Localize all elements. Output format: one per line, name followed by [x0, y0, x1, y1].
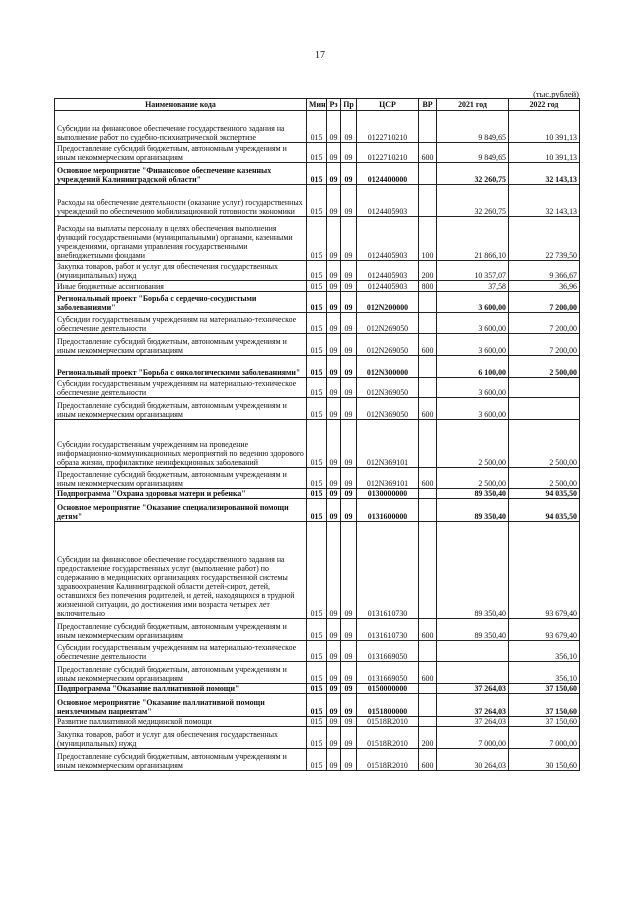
cell-2021: 3 600,00 [437, 398, 509, 420]
header-name: Наименование кода [55, 99, 307, 111]
cell-pr: 09 [341, 662, 357, 684]
cell-min: 015 [307, 111, 327, 143]
cell-name: Субсидии на финансовое обеспечение государственного задания на предоставление государственных услуг (выполнение работ) по содержанию в медицинских организациях государственной системы здравоохранения Калининградской области детей-сирот, детей, оставшихся без попечения родителей, и детей, находящихся в трудной жизненной ситуации, до достижения ими возраста четырех лет включительно [55, 522, 307, 619]
cell-name: Расходы на обеспечение деятельности (оказание услуг) государственных учреждений по обеспечению мобилизационной готовности экономики [55, 185, 307, 217]
cell-2022: 37 150,60 [509, 694, 580, 717]
cell-rz: 09 [327, 662, 341, 684]
header-year-2022: 2022 год [509, 99, 580, 111]
cell-name: Предоставление субсидий бюджетным, автономным учреждениям и иным некоммерческим организациям [55, 749, 307, 771]
cell-2022: 94 035,50 [509, 499, 580, 522]
cell-2022: 2 500,00 [509, 356, 580, 378]
cell-pr: 09 [341, 499, 357, 522]
cell-csr: 012N269050 [357, 334, 419, 356]
cell-2021: 2 500,00 [437, 468, 509, 489]
cell-vr [419, 420, 437, 468]
cell-pr: 09 [341, 292, 357, 313]
cell-2022: 10 391,13 [509, 111, 580, 143]
cell-min: 015 [307, 684, 327, 694]
cell-name: Субсидии на финансовое обеспечение государственного задания на выполнение работ по судебно-психиатрической экспертизе [55, 111, 307, 143]
cell-pr: 09 [341, 356, 357, 378]
cell-name: Основное мероприятие "Финансовое обеспечение казенных учреждений Калининградской области" [55, 163, 307, 185]
cell-min: 015 [307, 717, 327, 727]
cell-rz: 09 [327, 217, 341, 261]
table-row [55, 163, 580, 185]
cell-rz: 09 [327, 489, 341, 499]
cell-2022: 2 500,00 [509, 468, 580, 489]
cell-vr [419, 313, 437, 334]
table-row [55, 111, 580, 143]
cell-min: 015 [307, 641, 327, 662]
table-row [55, 334, 580, 356]
cell-csr: 0122710210 [357, 143, 419, 163]
table-body [55, 111, 580, 771]
cell-name: Субсидии государственным учреждениям на проведение информационно-коммуникационных мероприятий по ведению здорового образа жизни, профилактике неинфекционных заболеваний [55, 420, 307, 468]
cell-2022: 7 000,00 [509, 727, 580, 749]
cell-vr [419, 163, 437, 185]
cell-csr: 012N369101 [357, 468, 419, 489]
table-row [55, 281, 580, 292]
cell-min: 015 [307, 185, 327, 217]
cell-2022: 356,10 [509, 641, 580, 662]
cell-pr: 09 [341, 468, 357, 489]
cell-min: 015 [307, 489, 327, 499]
cell-vr: 800 [419, 281, 437, 292]
cell-2021: 89 350,40 [437, 489, 509, 499]
cell-2022: 7 200,00 [509, 334, 580, 356]
cell-min: 015 [307, 749, 327, 771]
cell-2022: 93 679,40 [509, 619, 580, 641]
cell-vr [419, 356, 437, 378]
cell-csr: 0124405903 [357, 185, 419, 217]
cell-pr: 09 [341, 111, 357, 143]
cell-pr: 09 [341, 163, 357, 185]
cell-rz: 09 [327, 313, 341, 334]
cell-min: 015 [307, 334, 327, 356]
cell-pr: 09 [341, 717, 357, 727]
cell-name: Подпрограмма "Оказание паллиативной помощи" [55, 684, 307, 694]
cell-2022: 9 366,67 [509, 261, 580, 281]
header-csr: ЦСР [357, 99, 419, 111]
table-row [55, 684, 580, 694]
cell-vr [419, 378, 437, 398]
cell-vr: 600 [419, 143, 437, 163]
cell-vr [419, 684, 437, 694]
cell-min: 015 [307, 378, 327, 398]
cell-2022: 22 739,50 [509, 217, 580, 261]
cell-pr: 09 [341, 522, 357, 619]
cell-2022: 30 150,60 [509, 749, 580, 771]
cell-pr: 09 [341, 185, 357, 217]
cell-name: Основное мероприятие "Оказание паллиативной помощи неизлечимым пациентам" [55, 694, 307, 717]
cell-min: 015 [307, 619, 327, 641]
cell-vr: 200 [419, 261, 437, 281]
cell-rz: 09 [327, 727, 341, 749]
cell-2021: 6 100,00 [437, 356, 509, 378]
cell-csr: 012N369050 [357, 378, 419, 398]
table-row [55, 717, 580, 727]
cell-pr: 09 [341, 313, 357, 334]
cell-pr: 09 [341, 727, 357, 749]
cell-2022: 2 500,00 [509, 420, 580, 468]
cell-csr: 0131669050 [357, 641, 419, 662]
cell-2022 [509, 398, 580, 420]
cell-name: Субсидии государственным учреждениям на материально-техническое обеспечение деятельности [55, 641, 307, 662]
cell-vr [419, 499, 437, 522]
cell-csr: 0130000000 [357, 489, 419, 499]
cell-2021: 32 260,75 [437, 163, 509, 185]
cell-2021: 37 264,03 [437, 717, 509, 727]
cell-min: 015 [307, 292, 327, 313]
table-row [55, 468, 580, 489]
cell-vr [419, 694, 437, 717]
cell-2021 [437, 662, 509, 684]
cell-pr: 09 [341, 398, 357, 420]
cell-2022: 7 200,00 [509, 313, 580, 334]
header-rz: Рз [327, 99, 341, 111]
cell-pr: 09 [341, 619, 357, 641]
table-row [55, 662, 580, 684]
cell-vr [419, 111, 437, 143]
header-pr: Пр [341, 99, 357, 111]
page-number: 17 [315, 50, 325, 61]
cell-2021: 2 500,00 [437, 420, 509, 468]
cell-2021: 89 350,40 [437, 619, 509, 641]
cell-vr: 600 [419, 662, 437, 684]
cell-rz: 09 [327, 522, 341, 619]
cell-rz: 09 [327, 334, 341, 356]
cell-2021: 3 600,00 [437, 334, 509, 356]
cell-vr [419, 717, 437, 727]
cell-2022: 93 679,40 [509, 522, 580, 619]
cell-csr: 0131600000 [357, 499, 419, 522]
cell-csr: 012N200000 [357, 292, 419, 313]
header-vr: ВР [419, 99, 437, 111]
cell-vr [419, 522, 437, 619]
table-row [55, 185, 580, 217]
cell-name: Субсидии государственным учреждениям на материально-техническое обеспечение деятельности [55, 378, 307, 398]
cell-pr: 09 [341, 694, 357, 717]
cell-2021: 30 264,03 [437, 749, 509, 771]
cell-csr: 01518R2010 [357, 749, 419, 771]
cell-csr: 0122710210 [357, 111, 419, 143]
cell-name: Предоставление субсидий бюджетным, автономным учреждениям и иным некоммерческим организациям [55, 398, 307, 420]
cell-2021: 89 350,40 [437, 522, 509, 619]
cell-rz: 09 [327, 261, 341, 281]
cell-min: 015 [307, 727, 327, 749]
cell-pr: 09 [341, 749, 357, 771]
cell-csr: 0151800000 [357, 694, 419, 717]
cell-csr: 0124405903 [357, 261, 419, 281]
header-year-2021: 2021 год [437, 99, 509, 111]
cell-rz: 09 [327, 749, 341, 771]
cell-name: Предоставление субсидий бюджетным, автономным учреждениям и иным некоммерческим организациям [55, 662, 307, 684]
cell-2022: 10 391,13 [509, 143, 580, 163]
cell-rz: 09 [327, 420, 341, 468]
cell-name: Предоставление субсидий бюджетным, автономным учреждениям и иным некоммерческим организациям [55, 334, 307, 356]
table-row [55, 356, 580, 378]
cell-2021: 3 600,00 [437, 292, 509, 313]
cell-name: Основное мероприятие "Оказание специализированной помощи детям" [55, 499, 307, 522]
cell-pr: 09 [341, 143, 357, 163]
cell-vr [419, 489, 437, 499]
cell-min: 015 [307, 356, 327, 378]
cell-2021: 9 849,65 [437, 111, 509, 143]
cell-csr: 0150000000 [357, 684, 419, 694]
cell-2022: 37 150,60 [509, 684, 580, 694]
cell-name: Закупка товаров, работ и услуг для обеспечения государственных (муниципальных) нужд [55, 727, 307, 749]
cell-2021: 3 600,00 [437, 378, 509, 398]
cell-name: Расходы на выплаты персоналу в целях обеспечения выполнения функций государственными (муниципальными) органами, казенными учреждениями, органами управления государственными внебюджетными фондами [55, 217, 307, 261]
cell-min: 015 [307, 143, 327, 163]
table-row [55, 143, 580, 163]
cell-min: 015 [307, 261, 327, 281]
cell-name: Предоставление субсидий бюджетным, автономным учреждениям и иным некоммерческим организациям [55, 468, 307, 489]
cell-csr: 0124405903 [357, 281, 419, 292]
cell-2022: 32 143,13 [509, 185, 580, 217]
cell-rz: 09 [327, 356, 341, 378]
cell-2021: 21 866,10 [437, 217, 509, 261]
cell-vr: 600 [419, 749, 437, 771]
cell-pr: 09 [341, 641, 357, 662]
cell-2022: 94 035,50 [509, 489, 580, 499]
cell-csr: 01518R2010 [357, 727, 419, 749]
cell-pr: 09 [341, 420, 357, 468]
cell-name: Предоставление субсидий бюджетным, автономным учреждениям и иным некоммерческим организациям [55, 619, 307, 641]
table-row [55, 499, 580, 522]
cell-2022: 356,10 [509, 662, 580, 684]
cell-2021: 10 357,07 [437, 261, 509, 281]
table-row [55, 727, 580, 749]
cell-2021: 89 350,40 [437, 499, 509, 522]
table-row [55, 261, 580, 281]
cell-min: 015 [307, 163, 327, 185]
table-row [55, 522, 580, 619]
cell-pr: 09 [341, 378, 357, 398]
cell-vr: 600 [419, 619, 437, 641]
table-row [55, 694, 580, 717]
cell-pr: 09 [341, 281, 357, 292]
cell-rz: 09 [327, 111, 341, 143]
cell-2021: 7 000,00 [437, 727, 509, 749]
cell-csr: 0131610730 [357, 619, 419, 641]
cell-rz: 09 [327, 619, 341, 641]
cell-vr [419, 292, 437, 313]
cell-rz: 09 [327, 185, 341, 217]
cell-2021: 32 260,75 [437, 185, 509, 217]
cell-2021: 37 264,03 [437, 694, 509, 717]
cell-2021: 3 600,00 [437, 313, 509, 334]
table-row [55, 619, 580, 641]
cell-csr: 0124405903 [357, 217, 419, 261]
cell-rz: 09 [327, 163, 341, 185]
cell-2022: 7 200,00 [509, 292, 580, 313]
cell-name: Подпрограмма "Охрана здоровья матери и ребенка" [55, 489, 307, 499]
cell-vr [419, 641, 437, 662]
cell-csr: 012N269050 [357, 313, 419, 334]
cell-pr: 09 [341, 334, 357, 356]
cell-csr: 012N300000 [357, 356, 419, 378]
table-row [55, 313, 580, 334]
cell-vr: 600 [419, 398, 437, 420]
cell-pr: 09 [341, 217, 357, 261]
cell-name: Предоставление субсидий бюджетным, автономным учреждениям и иным некоммерческим организациям [55, 143, 307, 163]
cell-2021: 9 849,65 [437, 143, 509, 163]
table-row [55, 292, 580, 313]
table-row [55, 489, 580, 499]
cell-vr: 200 [419, 727, 437, 749]
cell-min: 015 [307, 662, 327, 684]
cell-name: Развитие паллиативной медицинской помощи [55, 717, 307, 727]
cell-min: 015 [307, 694, 327, 717]
cell-name: Закупка товаров, работ и услуг для обеспечения государственных (муниципальных) нужд [55, 261, 307, 281]
table-row [55, 420, 580, 468]
cell-min: 015 [307, 499, 327, 522]
cell-csr: 0124400000 [357, 163, 419, 185]
cell-vr [419, 185, 437, 217]
cell-vr: 600 [419, 334, 437, 356]
table-row [55, 398, 580, 420]
cell-min: 015 [307, 420, 327, 468]
cell-rz: 09 [327, 378, 341, 398]
cell-rz: 09 [327, 717, 341, 727]
cell-csr: 012N369050 [357, 398, 419, 420]
cell-2022: 32 143,13 [509, 163, 580, 185]
table-row [55, 641, 580, 662]
budget-table [54, 98, 580, 771]
table-header-row [55, 99, 580, 111]
table-row [55, 378, 580, 398]
cell-pr: 09 [341, 684, 357, 694]
cell-rz: 09 [327, 499, 341, 522]
cell-rz: 09 [327, 641, 341, 662]
table-row [55, 217, 580, 261]
cell-csr: 01518R2010 [357, 717, 419, 727]
table-row [55, 749, 580, 771]
cell-pr: 09 [341, 489, 357, 499]
cell-csr: 012N369101 [357, 420, 419, 468]
cell-2021: 37,58 [437, 281, 509, 292]
cell-vr: 600 [419, 468, 437, 489]
cell-2022: 36,96 [509, 281, 580, 292]
cell-min: 015 [307, 468, 327, 489]
cell-rz: 09 [327, 398, 341, 420]
cell-min: 015 [307, 281, 327, 292]
cell-rz: 09 [327, 684, 341, 694]
cell-min: 015 [307, 398, 327, 420]
cell-csr: 0131610730 [357, 522, 419, 619]
cell-min: 015 [307, 217, 327, 261]
cell-name: Региональный проект "Борьба с сердечно-сосудистыми заболеваниями" [55, 292, 307, 313]
cell-rz: 09 [327, 292, 341, 313]
header-min: Мин [307, 99, 327, 111]
cell-2021 [437, 641, 509, 662]
cell-rz: 09 [327, 143, 341, 163]
cell-vr: 100 [419, 217, 437, 261]
cell-name: Субсидии государственным учреждениям на материально-техническое обеспечение деятельности [55, 313, 307, 334]
cell-2021: 37 264,03 [437, 684, 509, 694]
cell-name: Иные бюджетные ассигнования [55, 281, 307, 292]
cell-csr: 0131669050 [357, 662, 419, 684]
cell-min: 015 [307, 522, 327, 619]
cell-2022 [509, 378, 580, 398]
cell-2022: 37 150,60 [509, 717, 580, 727]
cell-pr: 09 [341, 261, 357, 281]
cell-rz: 09 [327, 694, 341, 717]
cell-rz: 09 [327, 281, 341, 292]
cell-rz: 09 [327, 468, 341, 489]
cell-min: 015 [307, 313, 327, 334]
cell-name: Региональный проект "Борьба с онкологическими заболеваниями" [55, 356, 307, 378]
units-label: (тыс.рублей) [533, 89, 579, 99]
